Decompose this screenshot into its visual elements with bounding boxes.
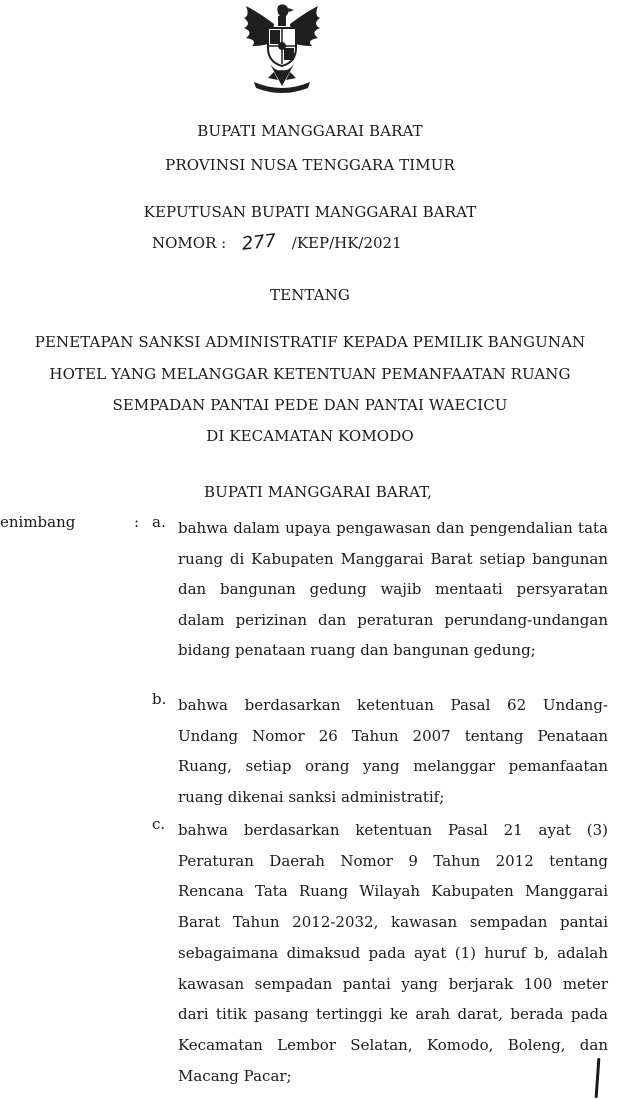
province-title: PROVINSI NUSA TENGGARA TIMUR bbox=[165, 156, 455, 174]
item-c-text: bahwa berdasarkan ketentuan Pasal 21 ayat (3) Peraturan Daerah Nomor 9 Tahun 2012 tentang Rencana Tata Ruang Wilayah Kabupaten Manggarai Barat Tahun 2012-2032, kawasan sempadan pantai sebagaimana dimaksud pada ayat (1) huruf b, adalah kawasan sempadan pantai yang berjarak 100 meter dari titik pasang tertinggi ke arah darat, berada pada Kecamatan Lembor Selatan, Komodo, Boleng, dan Macang Pacar; bbox=[178, 821, 608, 1085]
item-c-letter: c. bbox=[152, 815, 166, 833]
number-label: NOMOR : bbox=[152, 234, 227, 252]
decision-title: KEPUTUSAN BUPATI MANGGARAI BARAT bbox=[143, 203, 477, 221]
about-heading: TENTANG bbox=[270, 286, 350, 304]
authority-heading: BUPATI MANGGARAI BARAT, bbox=[203, 483, 433, 501]
item-a-letter: a. bbox=[152, 513, 166, 531]
item-b-text: bahwa berdasarkan ketentuan Pasal 62 Undang-Undang Nomor 26 Tahun 2007 tentang Penataan Ruang, setiap orang yang melanggar pemanfaatan ruang dikenai sanksi administratif; bbox=[178, 696, 608, 806]
decision-number bbox=[152, 232, 402, 253]
office-title: BUPATI MANGGARAI BARAT bbox=[197, 122, 423, 140]
subject-line-2: HOTEL YANG MELANGGAR KETENTUAN PEMANFAATAN RUANG bbox=[49, 365, 571, 383]
handwritten-number: 277 bbox=[240, 230, 278, 255]
garuda-emblem-icon bbox=[234, 2, 330, 96]
subject-line-1: PENETAPAN SANKSI ADMINISTRATIF KEPADA PEMILIK BANGUNAN bbox=[34, 333, 586, 351]
considering-label: enimbang bbox=[0, 513, 76, 531]
item-b-letter: b. bbox=[152, 690, 167, 708]
item-a-text: bahwa dalam upaya pengawasan dan pengendalian tata ruang di Kabupaten Manggarai Barat setiap bangunan dan bangunan gedung wajib mentaati persyaratan dalam perizinan dan peraturan perundang-undangan bidang penataan ruang dan bangunan gedung; bbox=[178, 519, 608, 659]
subject-line-4: DI KECAMATAN KOMODO bbox=[206, 427, 414, 445]
considering-colon: : bbox=[134, 513, 140, 531]
subject-line-3: SEMPADAN PANTAI PEDE DAN PANTAI WAECICU bbox=[112, 396, 508, 414]
number-suffix: /KEP/HK/2021 bbox=[291, 234, 402, 252]
